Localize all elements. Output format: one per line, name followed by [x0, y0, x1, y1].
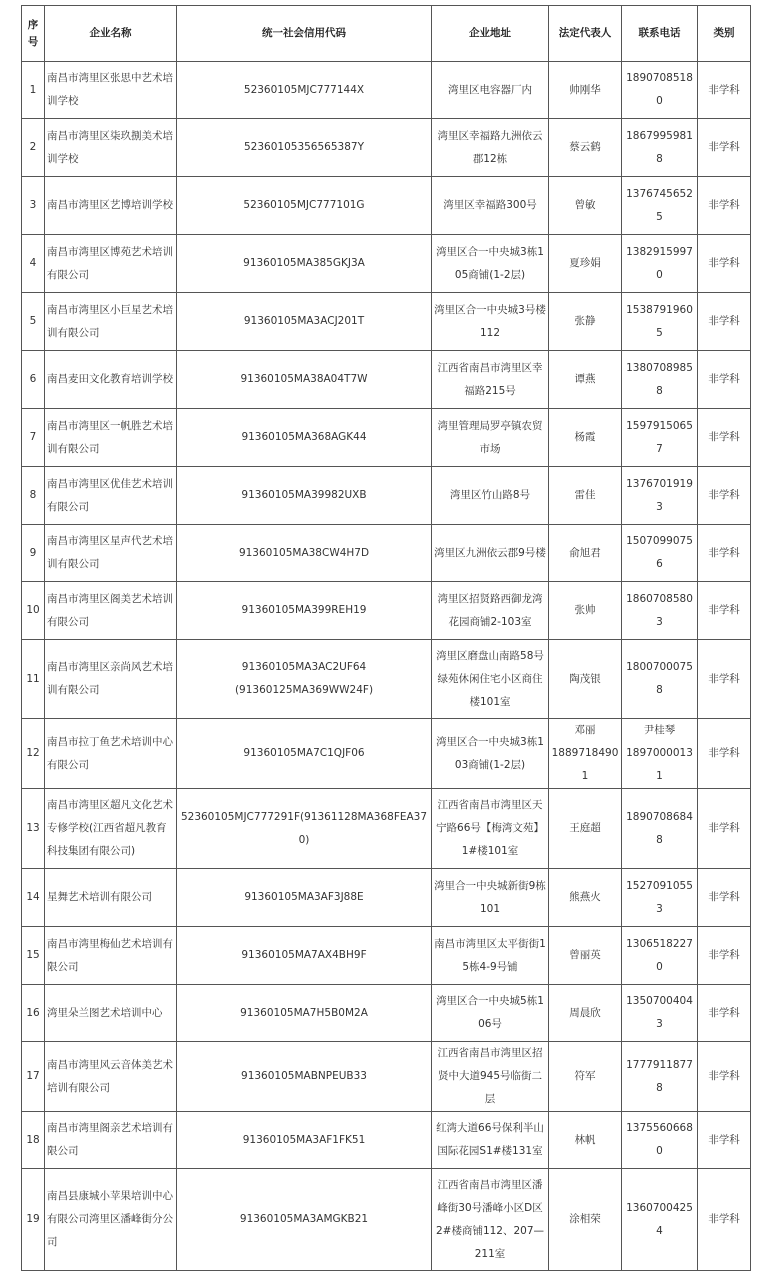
header-no: 序号	[22, 6, 45, 62]
cell-address: 湾里区幸福路九洲依云郡12栋	[432, 119, 549, 177]
cell-no: 13	[22, 789, 45, 869]
cell-name: 南昌县康城小苹果培训中心有限公司湾里区潘峰街分公司	[45, 1169, 177, 1271]
cell-no: 1	[22, 62, 45, 119]
cell-address: 南昌市湾里区太平街街15栋4-9号铺	[432, 927, 549, 985]
cell-rep: 陶茂银	[549, 640, 622, 719]
cell-no: 15	[22, 927, 45, 985]
cell-code: 91360105MABNPEUB33	[177, 1042, 432, 1112]
cell-code: 91360105MA39982UXB	[177, 467, 432, 525]
cell-code: 91360105MA3ACJ201T	[177, 293, 432, 351]
cell-no: 18	[22, 1112, 45, 1169]
table-row	[22, 293, 751, 351]
cell-name: 南昌市湾里阁亲艺术培训有限公司	[45, 1112, 177, 1169]
cell-address: 湾里区竹山路8号	[432, 467, 549, 525]
cell-no: 14	[22, 869, 45, 927]
cell-name: 南昌市拉丁鱼艺术培训中心有限公司	[45, 719, 177, 789]
cell-rep: 涂相荣	[549, 1169, 622, 1271]
cell-name: 星舞艺术培训有限公司	[45, 869, 177, 927]
cell-address: 湾里区幸福路300号	[432, 177, 549, 235]
cell-no: 8	[22, 467, 45, 525]
cell-name: 南昌市湾里区艺博培训学校	[45, 177, 177, 235]
cell-code: 91360105MA368AGK44	[177, 409, 432, 467]
cell-rep: 夏珍娟	[549, 235, 622, 293]
cell-address: 湾里区合一中央城3栋103商铺(1-2层)	[432, 719, 549, 789]
header-code: 统一社会信用代码	[177, 6, 432, 62]
cell-type: 非学科	[698, 467, 751, 525]
cell-rep: 周晨欣	[549, 985, 622, 1042]
cell-address: 湾里区九洲依云郡9号楼	[432, 525, 549, 582]
cell-address: 江西省南昌市湾里区招贤中大道945号临街二层	[432, 1042, 549, 1112]
cell-type: 非学科	[698, 1042, 751, 1112]
table-row	[22, 640, 751, 719]
cell-phone: 13607004254	[622, 1169, 698, 1271]
cell-code: 91360105MA7H5B0M2A	[177, 985, 432, 1042]
table-row	[22, 927, 751, 985]
cell-type: 非学科	[698, 719, 751, 789]
cell-no: 19	[22, 1169, 45, 1271]
table-row	[22, 177, 751, 235]
cell-address: 湾里区磨盘山南路58号绿苑休闲住宅小区商住楼101室	[432, 640, 549, 719]
enterprise-table	[21, 5, 751, 1271]
cell-no: 12	[22, 719, 45, 789]
cell-phone: 15387919605	[622, 293, 698, 351]
cell-code: 91360105MA38CW4H7D	[177, 525, 432, 582]
cell-phone: 15270910553	[622, 869, 698, 927]
cell-type: 非学科	[698, 62, 751, 119]
cell-phone: 15070990756	[622, 525, 698, 582]
table-row	[22, 525, 751, 582]
cell-rep: 林帆	[549, 1112, 622, 1169]
cell-phone: 13807089858	[622, 351, 698, 409]
cell-no: 10	[22, 582, 45, 640]
table-row	[22, 789, 751, 869]
cell-address: 湾里区合一中央城3号楼112	[432, 293, 549, 351]
cell-address: 湾里管理局罗亭镇农贸市场	[432, 409, 549, 467]
cell-phone: 18907086848	[622, 789, 698, 869]
table-row	[22, 235, 751, 293]
cell-code: 91360105MA3AF3J88E	[177, 869, 432, 927]
table-row	[22, 119, 751, 177]
cell-code: 91360105MA3AC2UF64 (91360125MA369WW24F)	[177, 640, 432, 719]
cell-phone: 13767019193	[622, 467, 698, 525]
table-header-row	[22, 6, 751, 62]
cell-code: 91360105MA3AMGKB21	[177, 1169, 432, 1271]
cell-name: 南昌市湾里梅仙艺术培训有限公司	[45, 927, 177, 985]
cell-type: 非学科	[698, 582, 751, 640]
cell-name: 南昌市湾里区超凡文化艺术专修学校(江西省超凡教育科技集团有限公司)	[45, 789, 177, 869]
cell-name: 南昌市湾里区小巨星艺术培训有限公司	[45, 293, 177, 351]
cell-phone: 18679959818	[622, 119, 698, 177]
cell-name: 南昌市湾里区阁美艺术培训有限公司	[45, 582, 177, 640]
cell-type: 非学科	[698, 789, 751, 869]
cell-no: 11	[22, 640, 45, 719]
cell-code: 91360105MA7C1QJF06	[177, 719, 432, 789]
cell-type: 非学科	[698, 409, 751, 467]
table-row	[22, 985, 751, 1042]
cell-address: 江西省南昌市湾里区天宁路66号【梅湾文苑】1#楼101室	[432, 789, 549, 869]
cell-no: 5	[22, 293, 45, 351]
cell-rep: 帅刚华	[549, 62, 622, 119]
cell-phone: 18007000758	[622, 640, 698, 719]
cell-name: 南昌市湾里区张思中艺术培训学校	[45, 62, 177, 119]
cell-phone: 13065182270	[622, 927, 698, 985]
cell-type: 非学科	[698, 525, 751, 582]
cell-name: 南昌市湾里区亲尚风艺术培训有限公司	[45, 640, 177, 719]
cell-no: 6	[22, 351, 45, 409]
table-row	[22, 62, 751, 119]
cell-rep: 谭燕	[549, 351, 622, 409]
cell-no: 7	[22, 409, 45, 467]
cell-type: 非学科	[698, 869, 751, 927]
cell-name: 南昌市湾里区星声代艺术培训有限公司	[45, 525, 177, 582]
cell-rep: 曾敏	[549, 177, 622, 235]
cell-name: 南昌市湾里区柒玖捌美术培训学校	[45, 119, 177, 177]
cell-phone: 13767456525	[622, 177, 698, 235]
header-phone: 联系电话	[622, 6, 698, 62]
cell-address: 湾里区电容器厂内	[432, 62, 549, 119]
cell-rep: 熊燕火	[549, 869, 622, 927]
cell-code: 52360105356565387Y	[177, 119, 432, 177]
table-row	[22, 719, 751, 789]
cell-name: 湾里朵兰图艺术培训中心	[45, 985, 177, 1042]
cell-no: 17	[22, 1042, 45, 1112]
cell-type: 非学科	[698, 985, 751, 1042]
table-row	[22, 869, 751, 927]
cell-type: 非学科	[698, 1112, 751, 1169]
cell-phone: 18907085180	[622, 62, 698, 119]
cell-code: 52360105MJC777101G	[177, 177, 432, 235]
cell-no: 3	[22, 177, 45, 235]
cell-phone: 15979150657	[622, 409, 698, 467]
cell-phone: 尹桂琴 18970000131	[622, 719, 698, 789]
table-row	[22, 1169, 751, 1271]
cell-type: 非学科	[698, 177, 751, 235]
cell-rep: 俞旭君	[549, 525, 622, 582]
cell-name: 南昌市湾里区博苑艺术培训有限公司	[45, 235, 177, 293]
cell-rep: 杨霞	[549, 409, 622, 467]
cell-name: 南昌麦田文化教育培训学校	[45, 351, 177, 409]
cell-name: 南昌市湾里区优佳艺术培训有限公司	[45, 467, 177, 525]
cell-name: 南昌市湾里风云音体美艺术培训有限公司	[45, 1042, 177, 1112]
cell-code: 91360105MA7AX4BH9F	[177, 927, 432, 985]
cell-phone: 13829159970	[622, 235, 698, 293]
cell-code: 91360105MA38A04T7W	[177, 351, 432, 409]
cell-rep: 曾丽英	[549, 927, 622, 985]
table-row	[22, 1112, 751, 1169]
header-type: 类别	[698, 6, 751, 62]
cell-address: 湾里区合一中央城3栋105商铺(1-2层)	[432, 235, 549, 293]
cell-rep: 蔡云鹤	[549, 119, 622, 177]
cell-type: 非学科	[698, 640, 751, 719]
cell-rep: 邓丽 18897184901	[549, 719, 622, 789]
table-row	[22, 467, 751, 525]
cell-type: 非学科	[698, 351, 751, 409]
cell-type: 非学科	[698, 1169, 751, 1271]
cell-type: 非学科	[698, 235, 751, 293]
cell-phone: 17779118778	[622, 1042, 698, 1112]
cell-address: 江西省南昌市湾里区幸福路215号	[432, 351, 549, 409]
cell-no: 4	[22, 235, 45, 293]
cell-rep: 王庭超	[549, 789, 622, 869]
cell-rep: 张帅	[549, 582, 622, 640]
cell-phone: 13507004043	[622, 985, 698, 1042]
table-row	[22, 409, 751, 467]
cell-name: 南昌市湾里区一帆胜艺术培训有限公司	[45, 409, 177, 467]
cell-code: 52360105MJC777291F(91361128MA368FEA370)	[177, 789, 432, 869]
cell-address: 红湾大道66号保利半山国际花园S1#楼131室	[432, 1112, 549, 1169]
cell-type: 非学科	[698, 927, 751, 985]
cell-address: 湾里区招贤路西御龙湾花园商铺2-103室	[432, 582, 549, 640]
cell-rep: 张静	[549, 293, 622, 351]
table-row	[22, 351, 751, 409]
table-row	[22, 582, 751, 640]
cell-no: 16	[22, 985, 45, 1042]
header-rep: 法定代表人	[549, 6, 622, 62]
header-name: 企业名称	[45, 6, 177, 62]
cell-phone: 13755606680	[622, 1112, 698, 1169]
cell-rep: 符军	[549, 1042, 622, 1112]
cell-address: 湾里区合一中央城5栋106号	[432, 985, 549, 1042]
cell-type: 非学科	[698, 119, 751, 177]
cell-type: 非学科	[698, 293, 751, 351]
cell-address: 湾里合一中央城新街9栋101	[432, 869, 549, 927]
cell-no: 2	[22, 119, 45, 177]
cell-phone: 18607085803	[622, 582, 698, 640]
cell-code: 91360105MA3AF1FK51	[177, 1112, 432, 1169]
cell-code: 91360105MA399REH19	[177, 582, 432, 640]
cell-rep: 雷佳	[549, 467, 622, 525]
table-row	[22, 1042, 751, 1112]
header-address: 企业地址	[432, 6, 549, 62]
cell-code: 91360105MA385GKJ3A	[177, 235, 432, 293]
cell-no: 9	[22, 525, 45, 582]
cell-code: 52360105MJC777144X	[177, 62, 432, 119]
cell-address: 江西省南昌市湾里区潘峰街30号潘峰小区D区2#楼商铺112、207—211室	[432, 1169, 549, 1271]
